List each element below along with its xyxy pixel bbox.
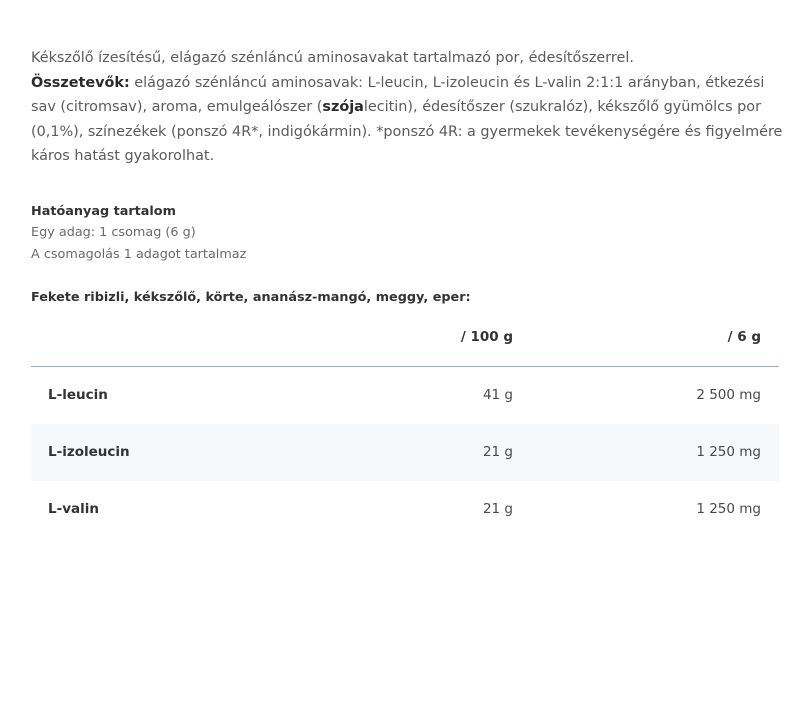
amount-per-6g: 1 250 mg xyxy=(696,501,761,517)
active-ingredients-title: Hatóanyag tartalom xyxy=(31,204,176,219)
table-row xyxy=(31,367,779,424)
amount-per-6g: 1 250 mg xyxy=(696,444,761,460)
ingredient-name: L-izoleucin xyxy=(48,444,130,460)
product-description xyxy=(31,46,791,169)
serving-size: Egy adag: 1 csomag (6 g) xyxy=(31,225,196,240)
amount-per-100g: 41 g xyxy=(482,387,513,403)
ingredients-paragraph xyxy=(31,71,791,169)
ingredients-text-part2: lecitin), édesítőszer (szukralóz), kékszőlő gyümölcs por (0,1%), színezékek (ponszó 4R*, indigókármin). *ponszó 4R: a gyermekek tevékenységére és figyelmére káros hatást gyakorolhat. xyxy=(31,99,783,165)
table-row xyxy=(31,424,779,481)
amount-per-100g: 21 g xyxy=(482,444,513,460)
nutrition-table xyxy=(31,324,779,538)
flavors-label: Fekete ribizli, kékszőlő, körte, ananász-mangó, meggy, eper: xyxy=(31,290,471,305)
ingredient-name: L-valin xyxy=(48,501,99,517)
table-row xyxy=(31,481,779,538)
ingredient-name: L-leucin xyxy=(48,387,108,403)
description-line: Kékszőlő ízesítésű, elágazó szénláncú aminosavakat tartalmazó por, édesítőszerrel. xyxy=(31,50,634,66)
column-header-per-100g: / 100 g xyxy=(460,329,513,345)
ingredients-label: Összetevők: xyxy=(31,74,130,91)
ingredients-text-part1: elágazó szénláncú aminosavak: L-leucin, L-izoleucin és L-valin 2:1:1 arányban, étkezési sav (citromsav), aroma, emulgeálószer ( xyxy=(31,74,765,116)
active-ingredients-section xyxy=(31,202,246,266)
amount-per-6g: 2 500 mg xyxy=(696,387,761,403)
servings-per-package: A csomagolás 1 adagot tartalmaz xyxy=(31,247,247,262)
allergen-highlight: szója xyxy=(322,99,364,116)
column-header-per-6g: / 6 g xyxy=(727,329,761,345)
amount-per-100g: 21 g xyxy=(482,501,513,517)
table-header xyxy=(31,324,779,367)
